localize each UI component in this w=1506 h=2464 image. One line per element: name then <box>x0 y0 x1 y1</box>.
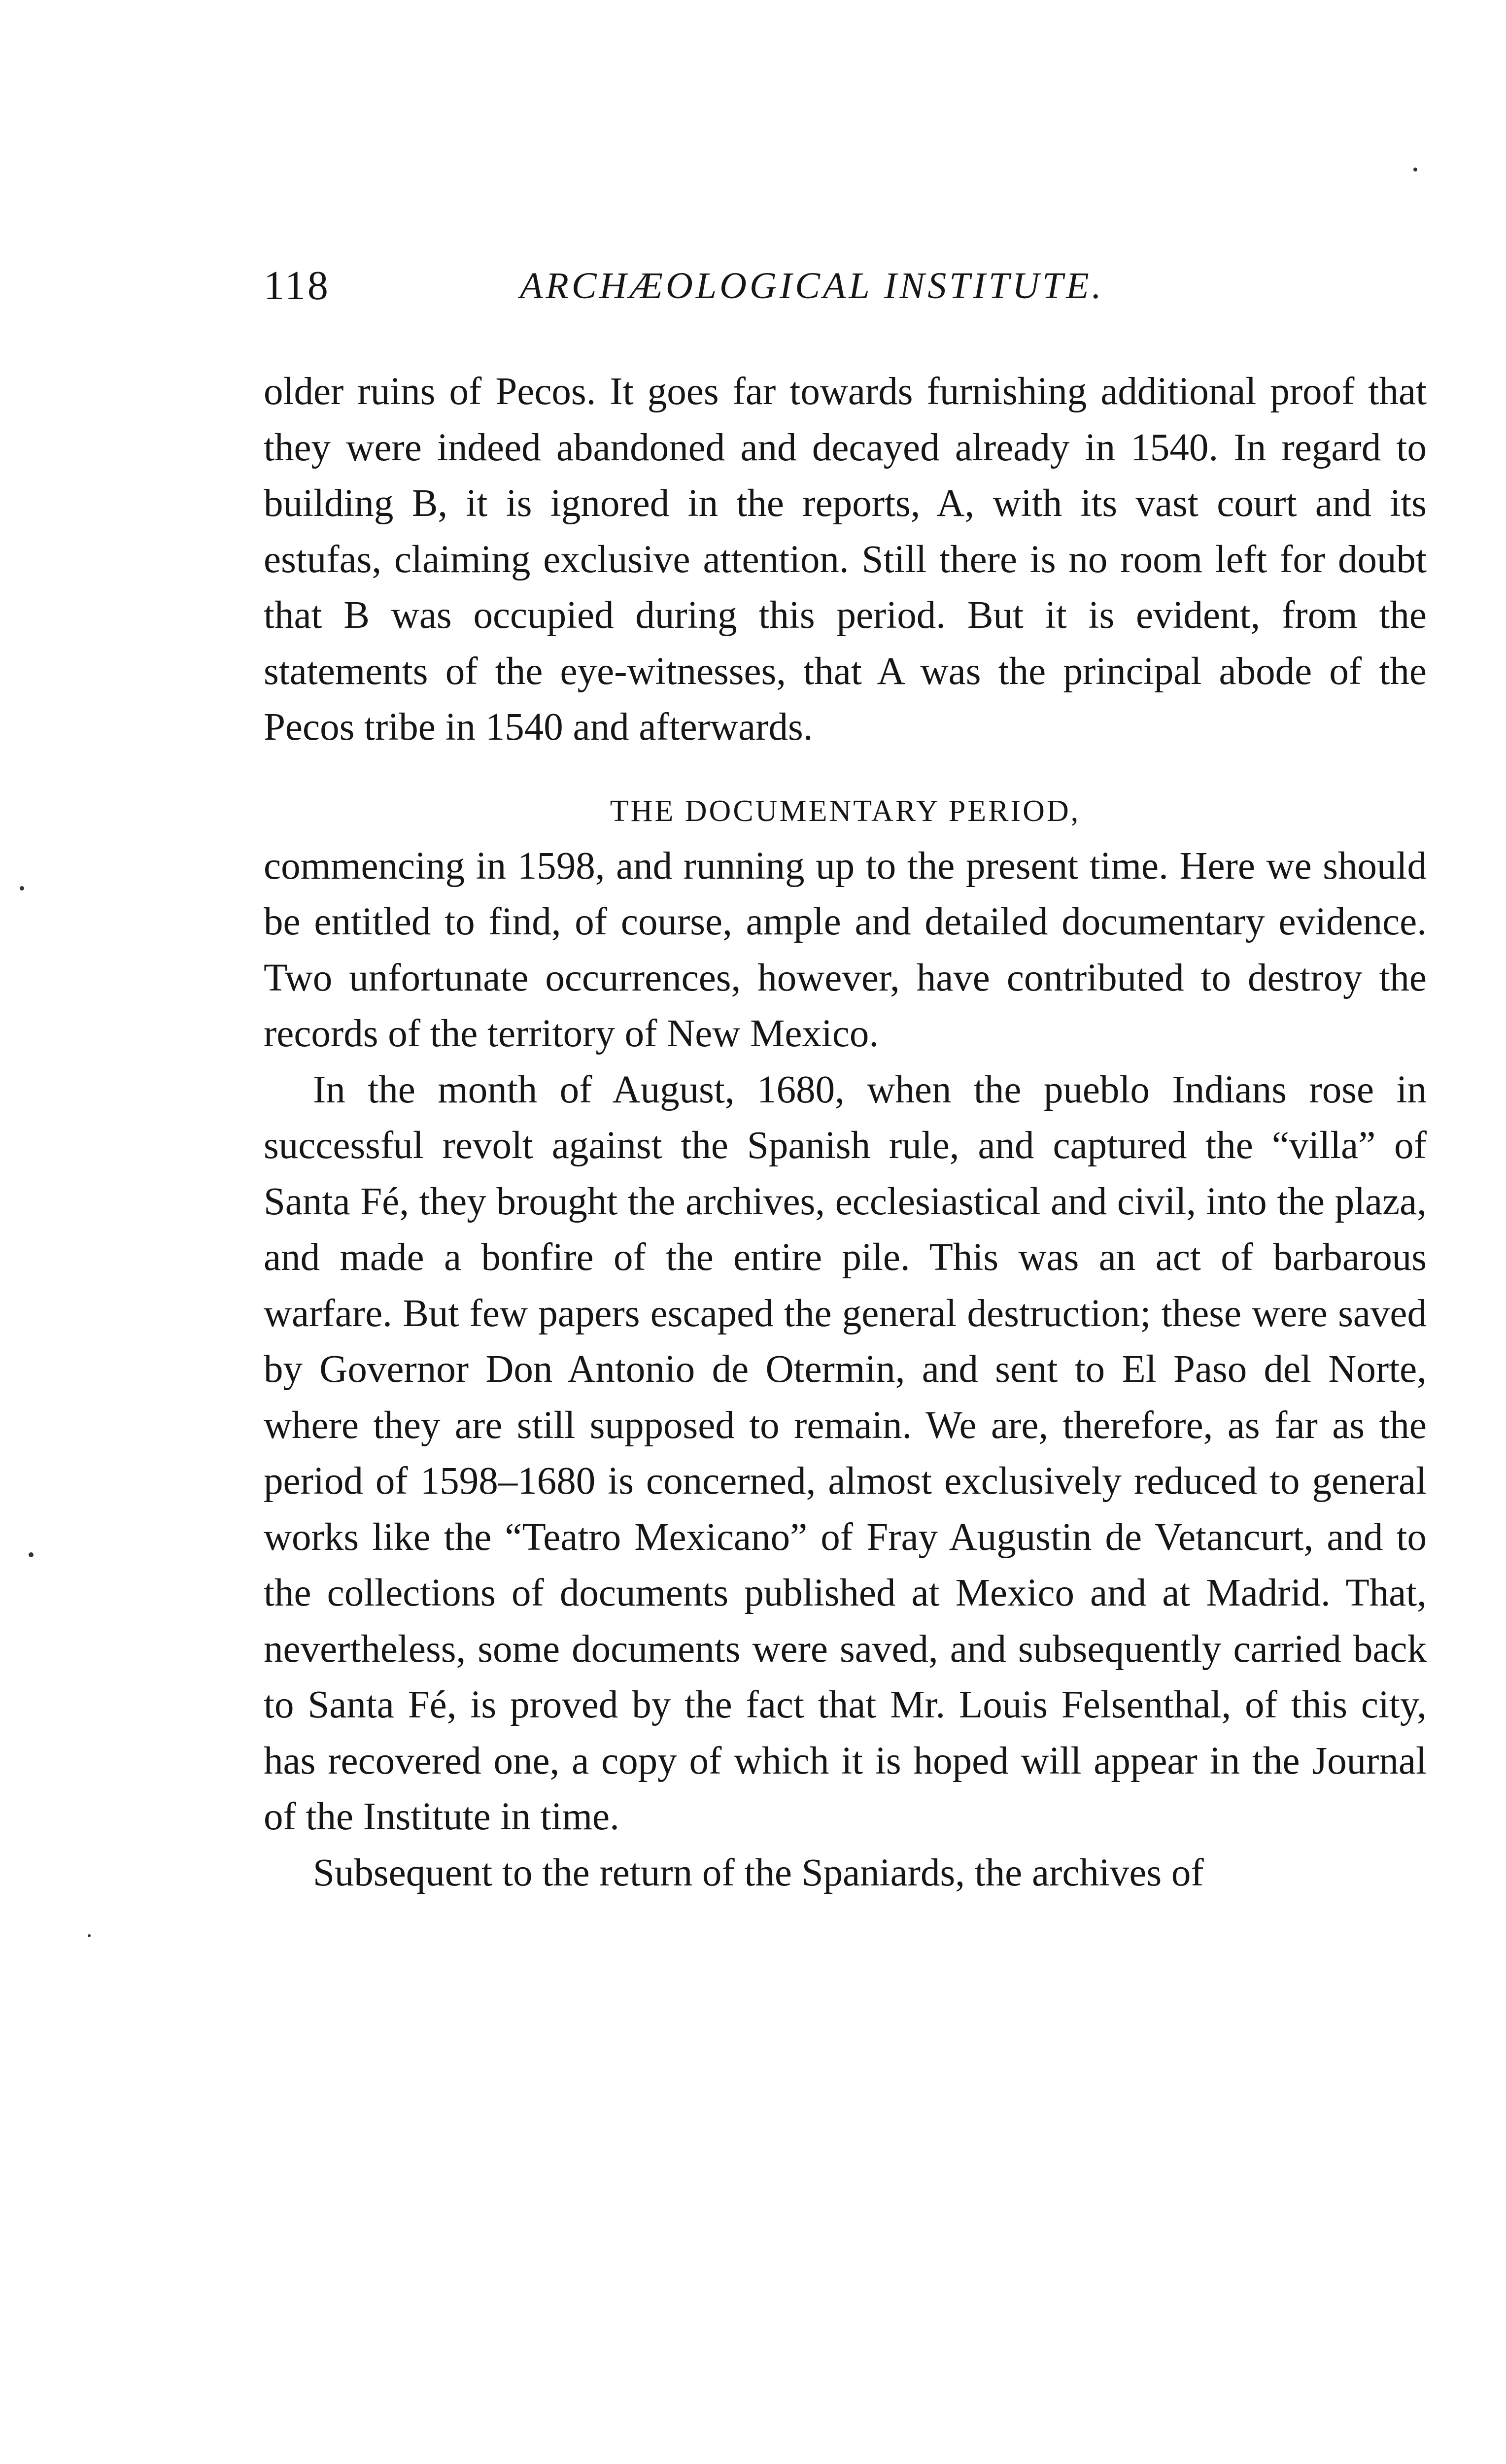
section-heading: THE DOCUMENTARY PERIOD, <box>610 794 1081 828</box>
page-header <box>264 259 1427 313</box>
margin-speck <box>20 886 24 890</box>
page-number: 118 <box>264 263 330 308</box>
running-title: ARCHÆOLOGICAL INSTITUTE. <box>520 265 1104 307</box>
margin-speck <box>1413 168 1417 171</box>
paragraph-return-of-spaniards: Subsequent to the return of the Spaniards, the archives of <box>313 1851 1204 1894</box>
paragraph-pecos-ruins: older ruins of Pecos. It goes far towards furnishing additional proof that they were indeed abandoned and decayed already in 1540. In regard to building B, it is ignored in the reports, A, with its vast court and its estufas, claiming exclusive attention. Still there is no room left for doubt that B was occupied during this period. But it is evident, from the statements of the eye-witnesses, that A was the principal abode of the Pecos tribe in 1540 and afterwards. <box>264 370 1427 749</box>
paragraph-revolt-1680: In the month of August, 1680, when the pueblo Indians rose in successful revolt against the Spanish rule, and captured the “villa” of Santa Fé, they brought the archives, ecclesiastical and civil, into the plaza, and made a bonfire of the entire pile. This was an act of barbarous warfare. But few papers escaped the general destruction; these were saved by Governor Don Antonio de Otermin, and sent to El Paso del Norte, where they are still supposed to remain. We are, therefore, as far as the period of 1598–1680 is concerned, almost exclusively reduced to general works like the “Teatro Mexicano” of Fray Augustin de Vetancurt, and to the collections of documents published at Mexico and at Madrid. That, nevertheless, some documents were saved, and subsequently carried back to Santa Fé, is proved by the fact that Mr. Louis Felsenthal, of this city, has recovered one, a copy of which it is hoped will appear in the Journal of the Institute in time. <box>264 1068 1427 1838</box>
margin-speck <box>88 1934 91 1937</box>
paragraph-documentary-period: commencing in 1598, and running up to the present time. Here we should be entitled to find, of course, ample and detailed documentary evidence. Two unfortunate occurrences, however, have contributed to destroy the records of the territory of New Mexico. <box>264 844 1427 1055</box>
margin-speck <box>29 1552 34 1557</box>
body-text <box>264 364 1427 1901</box>
